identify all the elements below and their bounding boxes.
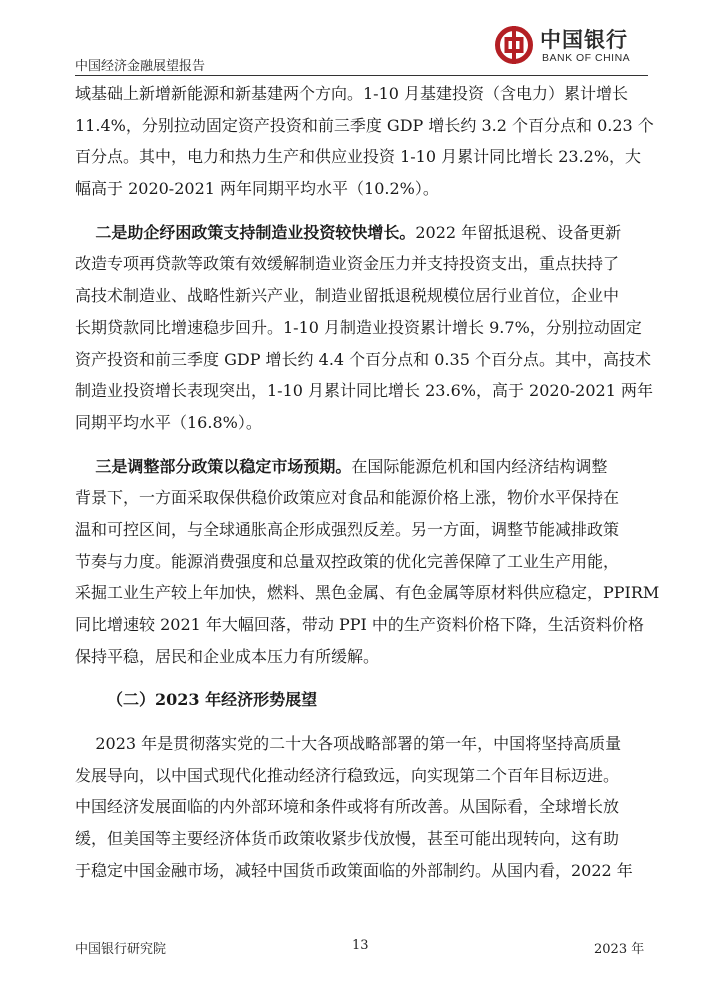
text-line bbox=[75, 760, 648, 792]
report-title: 中国经济金融展望报告 bbox=[75, 59, 206, 74]
text-line bbox=[75, 855, 648, 887]
text-line bbox=[75, 344, 651, 376]
boc-emblem-icon bbox=[494, 25, 534, 65]
text-segment: 制造业投资增长表现突出，1-10 月累计同比增长 23.6%，高于 2020-2021 两年 bbox=[75, 381, 653, 401]
paragraph-gap bbox=[75, 716, 648, 728]
text-line bbox=[75, 248, 648, 280]
text-segment: 2023 年是贯彻落实党的二十大各项战略部署的第一年，中国将坚持高质量 bbox=[75, 734, 622, 754]
body-text bbox=[75, 78, 660, 887]
text-segment: 同比增速较 2021 年大幅回落，带动 PPI 中的生产资料价格下降，生活资料价格 bbox=[75, 615, 644, 634]
text-segment: 于稳定中国金融市场，减轻中国货币政策面临的外部制约。从国内看，2022 年 bbox=[75, 860, 633, 880]
text-line bbox=[75, 577, 660, 609]
bank-of-china-logo bbox=[494, 23, 644, 71]
text-line bbox=[75, 451, 648, 483]
logo-english-name: BANK OF CHINA bbox=[542, 52, 631, 64]
text-segment: 中国经济发展面临的内外部环境和条件或将有所改善。从国际看，全球增长放 bbox=[75, 797, 620, 817]
text-segment: 幅高于 2020-2021 两年同期平均水平（10.2%）。 bbox=[75, 179, 439, 199]
text-line bbox=[75, 375, 653, 407]
text-segment: 资产投资和前三季度 GDP 增长约 4.4 个百分点和 0.35 个百分点。其中，高技术 bbox=[75, 349, 651, 369]
text-line bbox=[75, 141, 648, 173]
text-line bbox=[75, 110, 654, 142]
text-line bbox=[75, 280, 648, 312]
bold-lead-sentence: 二是助企纾困政策支持制造业投资较快增长。 bbox=[95, 222, 416, 242]
text-line bbox=[75, 173, 648, 205]
text-line bbox=[75, 217, 648, 249]
paragraph-gap bbox=[75, 205, 648, 217]
text-line bbox=[75, 312, 648, 344]
text-line bbox=[75, 514, 648, 546]
logo-name: 中国银行 bbox=[540, 27, 628, 52]
text-segment bbox=[75, 223, 95, 242]
text-segment: 背景下，一方面采取保供稳价政策应对食品和能源价格上涨，物价水平保持在 bbox=[75, 488, 620, 508]
text-line bbox=[75, 407, 648, 439]
page-number: 13 bbox=[352, 938, 369, 953]
text-segment: 保持平稳，居民和企业成本压力有所缓解。 bbox=[75, 646, 380, 666]
text-segment: 百分点。其中，电力和热力生产和供应业投资 1-10 月累计同比增长 23.2%，大 bbox=[75, 147, 642, 167]
text-segment: 11.4%，分别拉动固定资产投资和前三季度 GDP 增长约 3.2 个百分点和 0.23 个 bbox=[75, 115, 654, 135]
section-heading bbox=[75, 684, 648, 716]
text-segment bbox=[75, 457, 95, 476]
text-line bbox=[75, 546, 648, 578]
text-segment: 同期平均水平（16.8%）。 bbox=[75, 412, 262, 432]
text-segment: 发展导向，以中国式现代化推动经济行稳致远，向实现第二个百年目标迈进。 bbox=[75, 765, 620, 785]
text-line bbox=[75, 609, 648, 641]
text-line bbox=[75, 728, 648, 760]
footer-year: 2023 年 bbox=[594, 942, 645, 957]
bold-lead-sentence: 三是调整部分政策以稳定市场预期。 bbox=[95, 456, 352, 476]
text-line bbox=[75, 78, 648, 110]
text-segment: 长期贷款同比增速稳步回升。1-10 月制造业投资累计增长 9.7%，分别拉动固定 bbox=[75, 317, 642, 337]
text-line bbox=[75, 641, 648, 673]
text-line bbox=[75, 823, 648, 855]
text-segment: 温和可控区间，与全球通胀高企形成强烈反差。另一方面，调整节能减排政策 bbox=[75, 519, 620, 539]
text-line bbox=[75, 791, 648, 823]
text-segment: 高技术制造业、战略性新兴产业，制造业留抵退税规模位居行业首位，企业中 bbox=[75, 286, 620, 306]
text-segment: 采掘工业生产较上年加快，燃料、黑色金属、有色金属等原材料供应稳定，PPIRM bbox=[75, 583, 660, 603]
text-line bbox=[75, 482, 648, 514]
bold-lead-sentence: （二）2023 年经济形势展望 bbox=[107, 690, 318, 710]
text-segment: 缓，但美国等主要经济体货币政策收紧步伐放慢，甚至可能出现转向，这有助 bbox=[75, 829, 620, 849]
text-segment: 改造专项再贷款等政策有效缓解制造业资金压力并支持投资支出，重点扶持了 bbox=[75, 254, 620, 274]
footer-institute: 中国银行研究院 bbox=[75, 942, 167, 957]
text-segment: 在国际能源危机和国内经济结构调整 bbox=[351, 456, 608, 476]
paragraph-gap bbox=[75, 672, 648, 684]
header-divider bbox=[75, 75, 648, 76]
text-segment: 域基础上新增新能源和新基建两个方向。1-10 月基建投资（含电力）累计增长 bbox=[75, 84, 629, 103]
text-segment: 2022 年留抵退税、设备更新 bbox=[415, 222, 622, 242]
paragraph-gap bbox=[75, 439, 648, 451]
text-segment: 节奏与力度。能源消费强度和总量双控政策的优化完善保障了工业生产用能， bbox=[75, 551, 620, 571]
